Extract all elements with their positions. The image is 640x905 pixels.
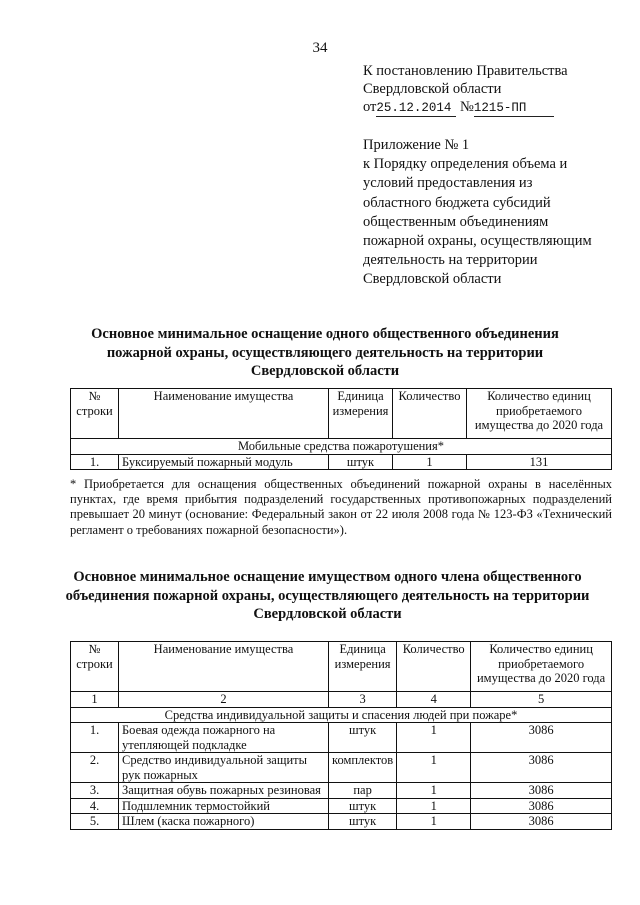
page-number: 34 (312, 40, 328, 56)
header-unit: Единица измерения (329, 642, 397, 692)
row-name: Шлем (каска пожарного) (119, 814, 329, 830)
header-name: Наименование имущества (119, 642, 329, 692)
col-number: 4 (397, 692, 471, 708)
row-num: 5. (71, 814, 119, 830)
header-num: № строки (71, 642, 119, 692)
row-unit: штук (329, 454, 393, 470)
table-row (71, 723, 612, 753)
row-name: Боевая одежда пожарного на утепляющей подкладке (119, 723, 329, 753)
row-total: 3086 (471, 798, 612, 814)
appendix-line: областного бюджета субсидий (363, 194, 551, 211)
row-num: 4. (71, 798, 119, 814)
row-unit: штук (329, 798, 397, 814)
row-num: 2. (71, 753, 119, 783)
row-unit: штук (329, 814, 397, 830)
equipment-table-1 (70, 388, 612, 470)
table-row (71, 783, 612, 799)
section1-title: Основное минимальное оснащение одного общественного объединения пожарной охраны, осуществляющего деятельность на территории Свердловской области (91, 326, 559, 379)
table-row (71, 814, 612, 830)
row-qty: 1 (397, 753, 471, 783)
table-row (71, 798, 612, 814)
row-name: Буксируемый пожарный модуль (119, 454, 329, 470)
table-row (71, 454, 612, 470)
appendix-line: пожарной охраны, осуществляющим (363, 233, 592, 250)
section2-title: Основное минимальное оснащение имуществом одного члена общественного объединения пожарной охраны, осуществляющего деятельность на территории Свердловской области (65, 569, 590, 622)
row-name: Защитная обувь пожарных резиновая (119, 783, 329, 799)
row-name: Средство индивидуальной защиты рук пожарных (119, 753, 329, 783)
footnote: * Приобретается для оснащения общественных объединений пожарной охраны в населённых пунктах, где время прибытия подразделений государственных противопожарных подразделений превышает 20 минут (основание: Федеральный закон от 22 июля 2008 года № 123-ФЗ «Технический регламент о требованиях пожарной безопасности»). (70, 477, 612, 537)
row-unit: штук (329, 723, 397, 753)
header-unit: Единица измерения (329, 389, 393, 439)
resolution-date: 25.12.2014 (376, 101, 456, 117)
header-name: Наименование имущества (119, 389, 329, 439)
group-row: Средства индивидуальной защиты и спасения людей при пожаре* (71, 707, 612, 723)
appendix-header (363, 136, 628, 290)
row-name: Подшлемник термостойкий (119, 798, 329, 814)
appendix-line: деятельность на территории (363, 252, 538, 269)
row-total: 3086 (471, 723, 612, 753)
appendix-line: Свердловской области (363, 271, 502, 288)
row-qty: 1 (393, 454, 467, 470)
header-total: Количество единиц приобретаемого имущества до 2020 года (467, 389, 612, 439)
row-total: 3086 (471, 814, 612, 830)
group-row: Мобильные средства пожаротушения* (71, 439, 612, 455)
header-line-2: Свердловской области (363, 81, 502, 97)
row-qty: 1 (397, 723, 471, 753)
header-qty: Количество (397, 642, 471, 692)
row-unit: пар (329, 783, 397, 799)
col-number: 3 (329, 692, 397, 708)
col-number: 1 (71, 692, 119, 708)
header-qty: Количество (393, 389, 467, 439)
appendix-line: Приложение № 1 (363, 137, 470, 153)
col-number: 5 (471, 692, 612, 708)
header-line-1: К постановлению Правительства (363, 63, 568, 79)
header-date-line (363, 98, 628, 117)
row-num: 1. (71, 723, 119, 753)
table-row (71, 753, 612, 783)
number-prefix: № (460, 99, 474, 115)
resolution-header (363, 62, 628, 117)
row-total: 3086 (471, 753, 612, 783)
header-num: № строки (71, 389, 119, 439)
col-number: 2 (119, 692, 329, 708)
resolution-number: 1215-ПП (474, 101, 554, 117)
row-qty: 1 (397, 798, 471, 814)
row-qty: 1 (397, 814, 471, 830)
row-qty: 1 (397, 783, 471, 799)
row-num: 1. (71, 454, 119, 470)
equipment-table-2 (70, 641, 612, 830)
row-num: 3. (71, 783, 119, 799)
row-total: 131 (467, 454, 612, 470)
row-unit: комплектов (329, 753, 397, 783)
row-total: 3086 (471, 783, 612, 799)
appendix-line: условий предоставления из (363, 175, 533, 192)
header-total: Количество единиц приобретаемого имущества до 2020 года (471, 642, 612, 692)
appendix-line: общественным объединениям (363, 213, 549, 230)
appendix-line: к Порядку определения объема и (363, 156, 568, 173)
date-prefix: от (363, 99, 377, 115)
